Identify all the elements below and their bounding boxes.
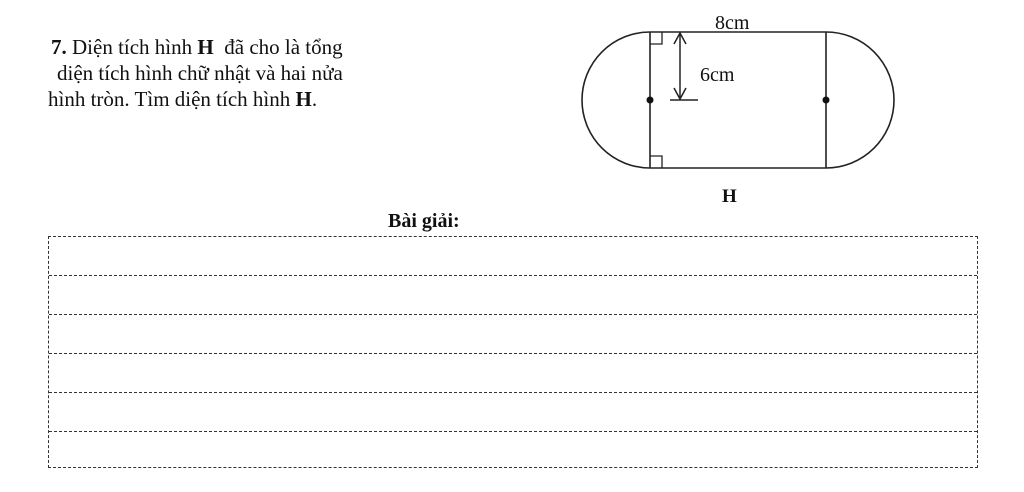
- right-angle-top: [650, 32, 662, 44]
- right-angle-bottom: [650, 156, 662, 168]
- problem-line-3: [48, 86, 468, 112]
- length-label: 8cm: [715, 12, 750, 34]
- shape-name-1: H: [197, 35, 214, 59]
- problem-number: 7.: [51, 35, 67, 59]
- problem-statement: [48, 34, 468, 112]
- problem-line-2: diện tích hình chữ nhật và hai nửa: [57, 61, 343, 85]
- answer-line: [49, 275, 977, 276]
- stadium-outline: [582, 32, 894, 168]
- stadium-diagram: [560, 6, 920, 206]
- answer-line: [49, 314, 977, 315]
- shape-h-figure: [560, 6, 920, 206]
- right-center-dot: [823, 97, 830, 104]
- solution-title: Bài giải:: [388, 210, 460, 232]
- answer-line: [49, 431, 977, 432]
- answer-line: [49, 392, 977, 393]
- problem-line-1: [48, 34, 468, 60]
- problem-text-1b: đã cho là tổng: [224, 35, 343, 59]
- answer-line: [49, 353, 977, 354]
- answer-area[interactable]: [48, 236, 978, 468]
- height-label: 6cm: [700, 64, 735, 86]
- shape-caption: H: [722, 186, 737, 207]
- shape-name-3: H: [295, 87, 312, 111]
- problem-text-3b: .: [311, 87, 318, 111]
- left-center-dot: [647, 97, 654, 104]
- problem-text-3a: hình tròn. Tìm diện tích hình: [48, 87, 291, 111]
- problem-text-1a: Diện tích hình: [72, 35, 193, 59]
